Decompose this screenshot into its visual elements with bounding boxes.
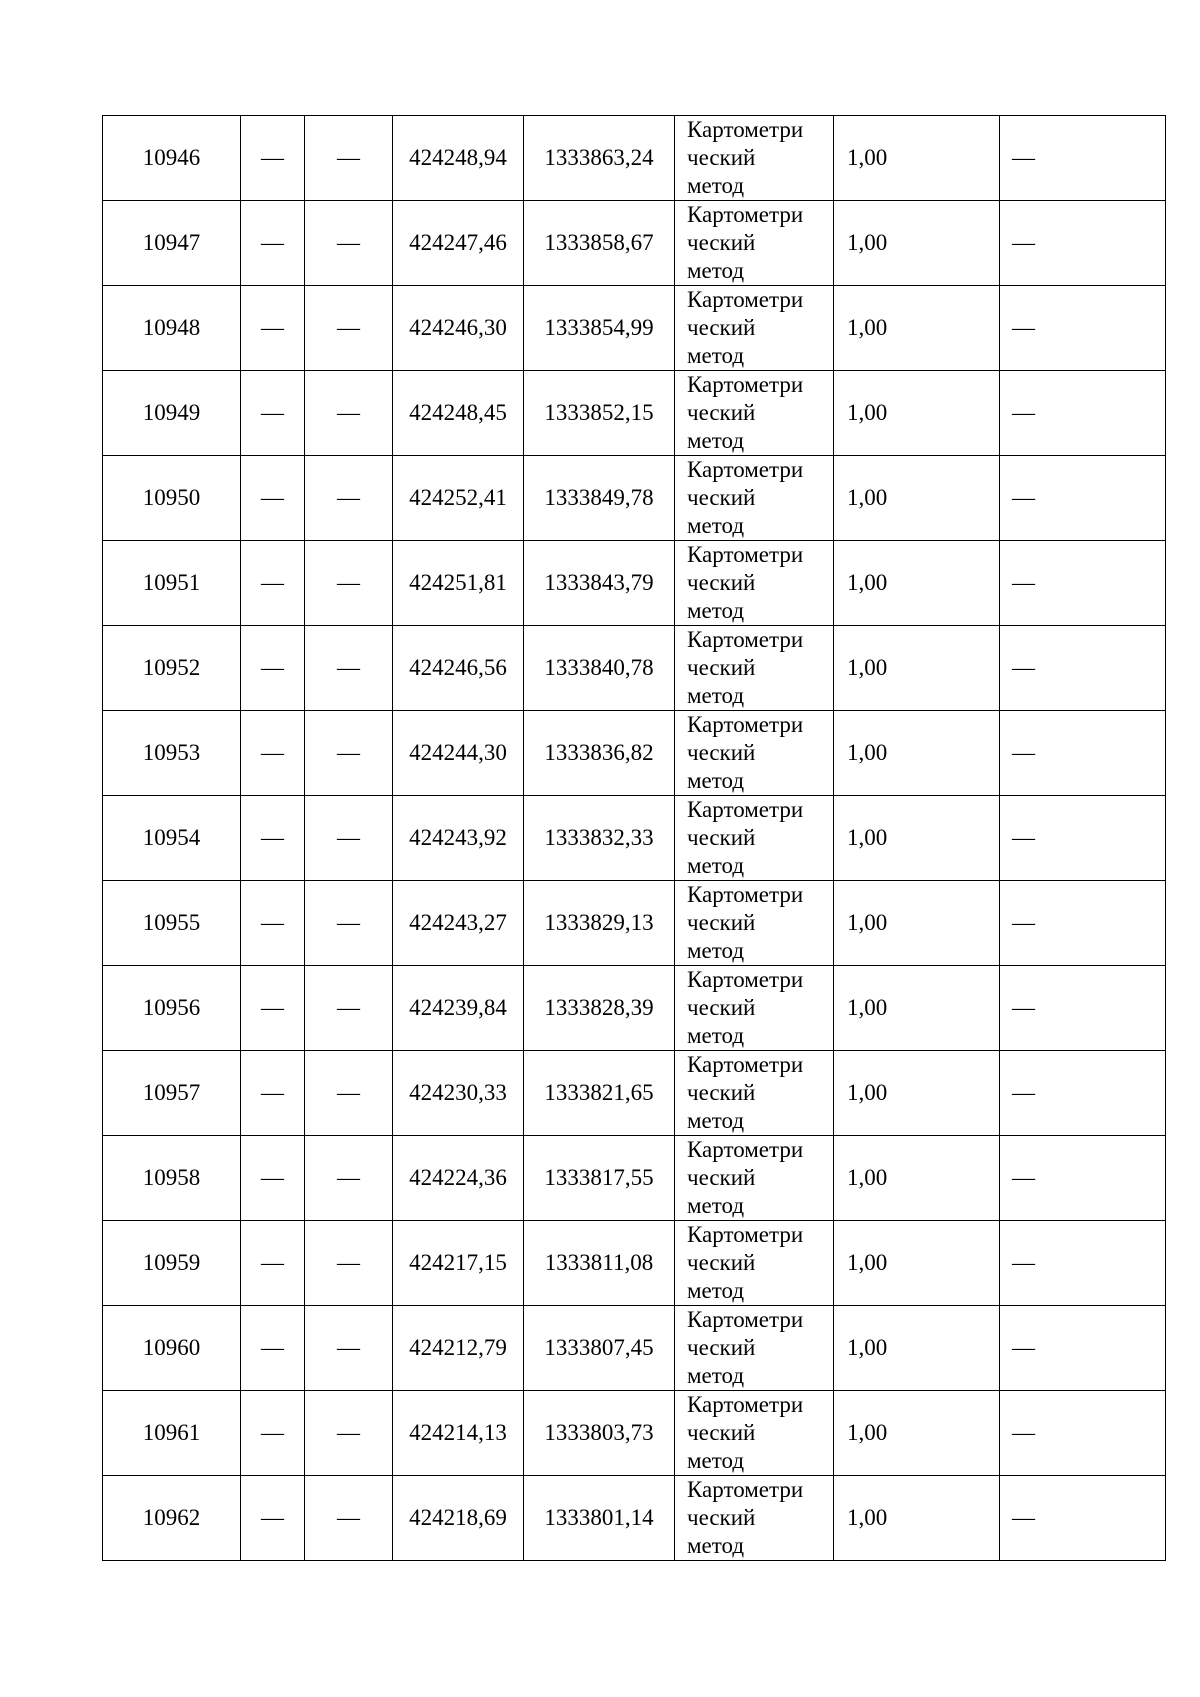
error-value-cell: 1,00 xyxy=(834,1221,1000,1306)
y-coordinate-cell: 1333811,08 xyxy=(524,1221,675,1306)
empty-value-cell: — xyxy=(241,201,305,286)
error-value-cell: 1,00 xyxy=(834,966,1000,1051)
empty-value-cell: — xyxy=(305,286,393,371)
error-value-cell: 1,00 xyxy=(834,541,1000,626)
empty-value-cell: — xyxy=(1000,541,1166,626)
empty-value-cell: — xyxy=(305,456,393,541)
method-cell: Картометри ческий метод xyxy=(675,371,834,456)
empty-value-cell: — xyxy=(305,1306,393,1391)
y-coordinate-cell: 1333843,79 xyxy=(524,541,675,626)
error-value-cell: 1,00 xyxy=(834,1306,1000,1391)
empty-value-cell: — xyxy=(305,201,393,286)
error-value-cell: 1,00 xyxy=(834,881,1000,966)
table-row xyxy=(103,116,1166,201)
error-value-cell: 1,00 xyxy=(834,116,1000,201)
empty-value-cell: — xyxy=(241,541,305,626)
empty-value-cell: — xyxy=(241,1136,305,1221)
empty-value-cell: — xyxy=(305,711,393,796)
empty-value-cell: — xyxy=(241,1476,305,1561)
point-number-cell: 10953 xyxy=(103,711,241,796)
empty-value-cell: — xyxy=(241,286,305,371)
x-coordinate-cell: 424248,94 xyxy=(393,116,524,201)
method-cell: Картометри ческий метод xyxy=(675,456,834,541)
point-number-cell: 10952 xyxy=(103,626,241,711)
x-coordinate-cell: 424214,13 xyxy=(393,1391,524,1476)
y-coordinate-cell: 1333840,78 xyxy=(524,626,675,711)
empty-value-cell: — xyxy=(241,1221,305,1306)
method-cell: Картометри ческий метод xyxy=(675,116,834,201)
y-coordinate-cell: 1333803,73 xyxy=(524,1391,675,1476)
empty-value-cell: — xyxy=(1000,371,1166,456)
x-coordinate-cell: 424247,46 xyxy=(393,201,524,286)
empty-value-cell: — xyxy=(1000,456,1166,541)
error-value-cell: 1,00 xyxy=(834,1476,1000,1561)
empty-value-cell: — xyxy=(241,1391,305,1476)
method-cell: Картометри ческий метод xyxy=(675,796,834,881)
point-number-cell: 10960 xyxy=(103,1306,241,1391)
empty-value-cell: — xyxy=(305,1476,393,1561)
x-coordinate-cell: 424217,15 xyxy=(393,1221,524,1306)
y-coordinate-cell: 1333849,78 xyxy=(524,456,675,541)
method-cell: Картометри ческий метод xyxy=(675,201,834,286)
empty-value-cell: — xyxy=(1000,1221,1166,1306)
point-number-cell: 10961 xyxy=(103,1391,241,1476)
y-coordinate-cell: 1333807,45 xyxy=(524,1306,675,1391)
empty-value-cell: — xyxy=(305,541,393,626)
x-coordinate-cell: 424230,33 xyxy=(393,1051,524,1136)
empty-value-cell: — xyxy=(241,626,305,711)
method-cell: Картометри ческий метод xyxy=(675,1476,834,1561)
x-coordinate-cell: 424246,56 xyxy=(393,626,524,711)
empty-value-cell: — xyxy=(1000,201,1166,286)
empty-value-cell: — xyxy=(305,1051,393,1136)
error-value-cell: 1,00 xyxy=(834,201,1000,286)
y-coordinate-cell: 1333832,33 xyxy=(524,796,675,881)
table-row xyxy=(103,371,1166,456)
empty-value-cell: — xyxy=(305,116,393,201)
error-value-cell: 1,00 xyxy=(834,796,1000,881)
point-number-cell: 10956 xyxy=(103,966,241,1051)
y-coordinate-cell: 1333858,67 xyxy=(524,201,675,286)
empty-value-cell: — xyxy=(241,116,305,201)
x-coordinate-cell: 424212,79 xyxy=(393,1306,524,1391)
y-coordinate-cell: 1333821,65 xyxy=(524,1051,675,1136)
x-coordinate-cell: 424224,36 xyxy=(393,1136,524,1221)
x-coordinate-cell: 424251,81 xyxy=(393,541,524,626)
point-number-cell: 10955 xyxy=(103,881,241,966)
empty-value-cell: — xyxy=(241,796,305,881)
empty-value-cell: — xyxy=(241,1051,305,1136)
point-number-cell: 10951 xyxy=(103,541,241,626)
x-coordinate-cell: 424243,92 xyxy=(393,796,524,881)
table-row xyxy=(103,286,1166,371)
method-cell: Картометри ческий метод xyxy=(675,711,834,796)
y-coordinate-cell: 1333828,39 xyxy=(524,966,675,1051)
empty-value-cell: — xyxy=(1000,881,1166,966)
error-value-cell: 1,00 xyxy=(834,1391,1000,1476)
empty-value-cell: — xyxy=(241,881,305,966)
empty-value-cell: — xyxy=(1000,1306,1166,1391)
error-value-cell: 1,00 xyxy=(834,1136,1000,1221)
x-coordinate-cell: 424244,30 xyxy=(393,711,524,796)
empty-value-cell: — xyxy=(1000,711,1166,796)
error-value-cell: 1,00 xyxy=(834,286,1000,371)
empty-value-cell: — xyxy=(305,626,393,711)
method-cell: Картометри ческий метод xyxy=(675,1136,834,1221)
x-coordinate-cell: 424248,45 xyxy=(393,371,524,456)
table-row xyxy=(103,966,1166,1051)
empty-value-cell: — xyxy=(241,711,305,796)
method-cell: Картометри ческий метод xyxy=(675,1306,834,1391)
y-coordinate-cell: 1333854,99 xyxy=(524,286,675,371)
empty-value-cell: — xyxy=(1000,626,1166,711)
x-coordinate-cell: 424246,30 xyxy=(393,286,524,371)
point-number-cell: 10959 xyxy=(103,1221,241,1306)
table-row xyxy=(103,1391,1166,1476)
point-number-cell: 10946 xyxy=(103,116,241,201)
method-cell: Картометри ческий метод xyxy=(675,1221,834,1306)
table-row xyxy=(103,711,1166,796)
point-number-cell: 10957 xyxy=(103,1051,241,1136)
empty-value-cell: — xyxy=(305,881,393,966)
empty-value-cell: — xyxy=(241,456,305,541)
empty-value-cell: — xyxy=(305,796,393,881)
table-row xyxy=(103,541,1166,626)
empty-value-cell: — xyxy=(1000,796,1166,881)
empty-value-cell: — xyxy=(305,966,393,1051)
y-coordinate-cell: 1333829,13 xyxy=(524,881,675,966)
point-number-cell: 10962 xyxy=(103,1476,241,1561)
table-row xyxy=(103,1051,1166,1136)
empty-value-cell: — xyxy=(241,966,305,1051)
empty-value-cell: — xyxy=(1000,966,1166,1051)
x-coordinate-cell: 424239,84 xyxy=(393,966,524,1051)
empty-value-cell: — xyxy=(1000,1476,1166,1561)
error-value-cell: 1,00 xyxy=(834,1051,1000,1136)
error-value-cell: 1,00 xyxy=(834,626,1000,711)
y-coordinate-cell: 1333801,14 xyxy=(524,1476,675,1561)
method-cell: Картометри ческий метод xyxy=(675,1391,834,1476)
point-number-cell: 10958 xyxy=(103,1136,241,1221)
empty-value-cell: — xyxy=(241,1306,305,1391)
coordinates-table xyxy=(102,115,1166,1561)
method-cell: Картометри ческий метод xyxy=(675,881,834,966)
empty-value-cell: — xyxy=(1000,286,1166,371)
x-coordinate-cell: 424243,27 xyxy=(393,881,524,966)
empty-value-cell: — xyxy=(241,371,305,456)
table-row xyxy=(103,1136,1166,1221)
empty-value-cell: — xyxy=(305,1221,393,1306)
point-number-cell: 10954 xyxy=(103,796,241,881)
table-row xyxy=(103,796,1166,881)
table-row xyxy=(103,626,1166,711)
point-number-cell: 10947 xyxy=(103,201,241,286)
table-row xyxy=(103,881,1166,966)
empty-value-cell: — xyxy=(305,1136,393,1221)
x-coordinate-cell: 424218,69 xyxy=(393,1476,524,1561)
table-row xyxy=(103,201,1166,286)
empty-value-cell: — xyxy=(1000,1051,1166,1136)
y-coordinate-cell: 1333836,82 xyxy=(524,711,675,796)
method-cell: Картометри ческий метод xyxy=(675,966,834,1051)
x-coordinate-cell: 424252,41 xyxy=(393,456,524,541)
method-cell: Картометри ческий метод xyxy=(675,541,834,626)
table-row xyxy=(103,456,1166,541)
table-row xyxy=(103,1476,1166,1561)
point-number-cell: 10950 xyxy=(103,456,241,541)
point-number-cell: 10948 xyxy=(103,286,241,371)
error-value-cell: 1,00 xyxy=(834,371,1000,456)
empty-value-cell: — xyxy=(305,1391,393,1476)
method-cell: Картометри ческий метод xyxy=(675,1051,834,1136)
empty-value-cell: — xyxy=(1000,1391,1166,1476)
method-cell: Картометри ческий метод xyxy=(675,286,834,371)
y-coordinate-cell: 1333817,55 xyxy=(524,1136,675,1221)
empty-value-cell: — xyxy=(305,371,393,456)
table-row xyxy=(103,1221,1166,1306)
table-row xyxy=(103,1306,1166,1391)
method-cell: Картометри ческий метод xyxy=(675,626,834,711)
error-value-cell: 1,00 xyxy=(834,456,1000,541)
empty-value-cell: — xyxy=(1000,1136,1166,1221)
point-number-cell: 10949 xyxy=(103,371,241,456)
table-body xyxy=(103,116,1166,1561)
y-coordinate-cell: 1333863,24 xyxy=(524,116,675,201)
empty-value-cell: — xyxy=(1000,116,1166,201)
error-value-cell: 1,00 xyxy=(834,711,1000,796)
y-coordinate-cell: 1333852,15 xyxy=(524,371,675,456)
